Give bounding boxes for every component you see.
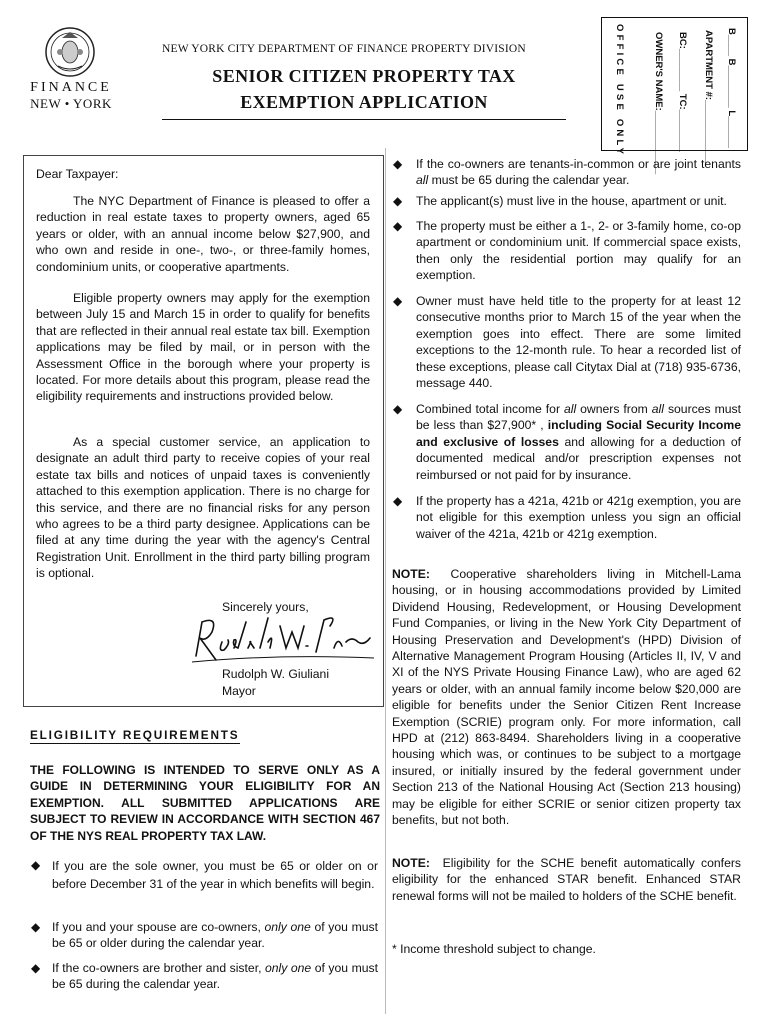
page-title-line1: SENIOR CITIZEN PROPERTY TAX bbox=[212, 66, 516, 86]
left-bullet-3: If the co-owners are brother and sister, only one of you must be 65 during the calendar year. bbox=[52, 961, 379, 992]
note-sche-star: NOTE: Eligibility for the SCHE benefit automatically confers eligibility for the enhanced STAR benefit. Enhanced STAR renewal forms will not be mailed to holders of the SCHE benefit. bbox=[392, 856, 742, 903]
nyc-seal-icon bbox=[44, 26, 96, 78]
right-bullet-6: If the property has a 421a, 421b or 421g exemption, you are not eligible for this exemption unless you sign an official waiver of the 421a, 421b or 421g exemption. bbox=[416, 494, 741, 541]
left-bullet-1: If you are the sole owner, you must be 65 or older on or before December 31 of the year in which benefits will begin. bbox=[52, 859, 378, 891]
eligibility-warning: THE FOLLOWING IS INTENDED TO SERVE ONLY AS A GUIDE IN DETERMINING YOUR ELIGIBILITY FOR AN EXEMPTION. ALL SUBMITTED APPLICATIONS ARE SUBJECT TO REVIEW IN ACCORDANCE WITH SECTION 467 OF THE NYS REAL PROPERTY TAX LAW. bbox=[30, 763, 380, 843]
right-bullet-1: If the co-owners are tenants-in-common or are joint tenants all must be 65 during the calendar year. bbox=[416, 157, 741, 188]
bc-tc-field[interactable]: BC:________ TC:________ bbox=[677, 32, 688, 152]
column-divider bbox=[385, 148, 386, 1014]
department-name: NEW YORK CITY DEPARTMENT OF FINANCE PROPERTY DIVISION bbox=[162, 43, 526, 55]
diamond-bullet-icon: ◆ bbox=[393, 219, 403, 233]
letter-paragraph-3: As a special customer service, an application to designate an adult third party to receive copies of your real estate tax bills and notices of unpaid taxes is conveniently attached to this exemption application. There is no charge for this service, and there are no financial risks for any person who agrees to be a third party designee. Applications can be filed at any time during the year with the agency's Central Registration Unit. Enrollment in the third party billing program is optional. bbox=[36, 435, 370, 581]
right-bullet-3: The property must be either a 1-, 2- or 3-family home, co-op apartment or condominium unit. If commercial space exists, then only the residential portion may qualify for an exemption. bbox=[416, 219, 741, 283]
eligibility-heading-underline bbox=[30, 743, 240, 744]
page-title-line2: EXEMPTION APPLICATION bbox=[240, 92, 488, 112]
right-bullet-4: Owner must have held title to the property for at least 12 consecutive months prior to March 15 of the year when the exemption goes into effect. There are some limited exceptions to the 12-month rule. To hear a recorded list of these exceptions, please call Citytax Dial at (718) 935-6736, message 440. bbox=[416, 294, 741, 391]
letter-paragraph-1: The NYC Department of Finance is pleased to offer a reduction in real estate taxes to property owners, aged 65 years or older, with an annual income below $27,900, and who own and reside in one-, two-, or three-family homes, condominium units, or cooperative apartments. bbox=[36, 194, 370, 274]
apartment-field[interactable]: APARTMENT #:____________ bbox=[703, 30, 714, 164]
diamond-bullet-icon: ◆ bbox=[393, 194, 403, 208]
diamond-bullet-icon: ◆ bbox=[393, 494, 403, 508]
letter-paragraph-2: Eligible property owners may apply for the exemption between July 15 and March 15 in order to qualify for benefits that are reflected in their annual real estate tax bill. Exemption applications may be filed by mail, or in person with the Assessment Office in the borough where your property is located. For more details about this program, please read the eligibility requirements and instructions provided below. bbox=[36, 291, 370, 404]
diamond-bullet-icon: ◆ bbox=[31, 961, 41, 975]
right-bullet-2: The applicant(s) must live in the house, apartment or unit. bbox=[416, 194, 727, 208]
income-footnote: * Income threshold subject to change. bbox=[392, 942, 596, 956]
signer-name: Rudolph W. Giuliani bbox=[222, 667, 330, 681]
letter-greeting: Dear Taxpayer: bbox=[36, 167, 119, 181]
logo-subtitle: NEW • YORK bbox=[30, 96, 112, 111]
bbl-field[interactable]: B____ B________ L______ bbox=[726, 28, 737, 148]
office-use-title: OFFICE USE ONLY bbox=[614, 24, 625, 158]
signer-title: Mayor bbox=[222, 684, 256, 698]
owner-name-field[interactable]: OWNER'S NAME:____________ bbox=[653, 32, 664, 175]
logo-word: FINANCE bbox=[30, 80, 112, 95]
diamond-bullet-icon: ◆ bbox=[31, 920, 41, 934]
diamond-bullet-icon: ◆ bbox=[393, 157, 403, 171]
right-bullet-5: Combined total income for all owners from all sources must be less than $27,900* , including Social Security Income and exclusive of losses and allowing for a deduction of documented medical and/or prescription expenses not reimbursed or not paid for by insurance. bbox=[416, 402, 741, 482]
diamond-bullet-icon: ◆ bbox=[31, 858, 41, 872]
left-bullet-2: If you and your spouse are co-owners, only one of you must be 65 or older during the calendar year. bbox=[52, 920, 379, 951]
letter-closing: Sincerely yours, bbox=[222, 600, 309, 614]
diamond-bullet-icon: ◆ bbox=[393, 294, 403, 308]
title-underline bbox=[162, 119, 566, 120]
eligibility-heading: ELIGIBILITY REQUIREMENTS bbox=[30, 728, 240, 742]
note-cooperative: NOTE: Cooperative shareholders living in Mitchell-Lama housing, or in housing accommodations provided by Limited Dividend Housing, Redevelopment, or Housing Development Fund Companies, or living in the New York City Department of Housing Preservation and Development's (HPD) Division of Alternative Management Program Housing (Articles II, IV, V and XI of the NYS Private Housing Finance Law), who are aged 62 years or older, with an annual family income below $20,000 are eligible for benefits under the Senior Citizen Rent Increase Exemption (SCRIE) program only. For more information, call HPD at (212) 863-8494. Shareholders living in a cooperative housing which was, or continues to be subject to a mortgage insured, or initially insured by the federal government under Section 213 of the National Housing Act (Section 213 housing) may be eligible for either SCRIE or senior citizen property tax benefits, but not both. bbox=[392, 567, 741, 828]
diamond-bullet-icon: ◆ bbox=[393, 402, 403, 416]
mayor-signature bbox=[188, 612, 378, 666]
